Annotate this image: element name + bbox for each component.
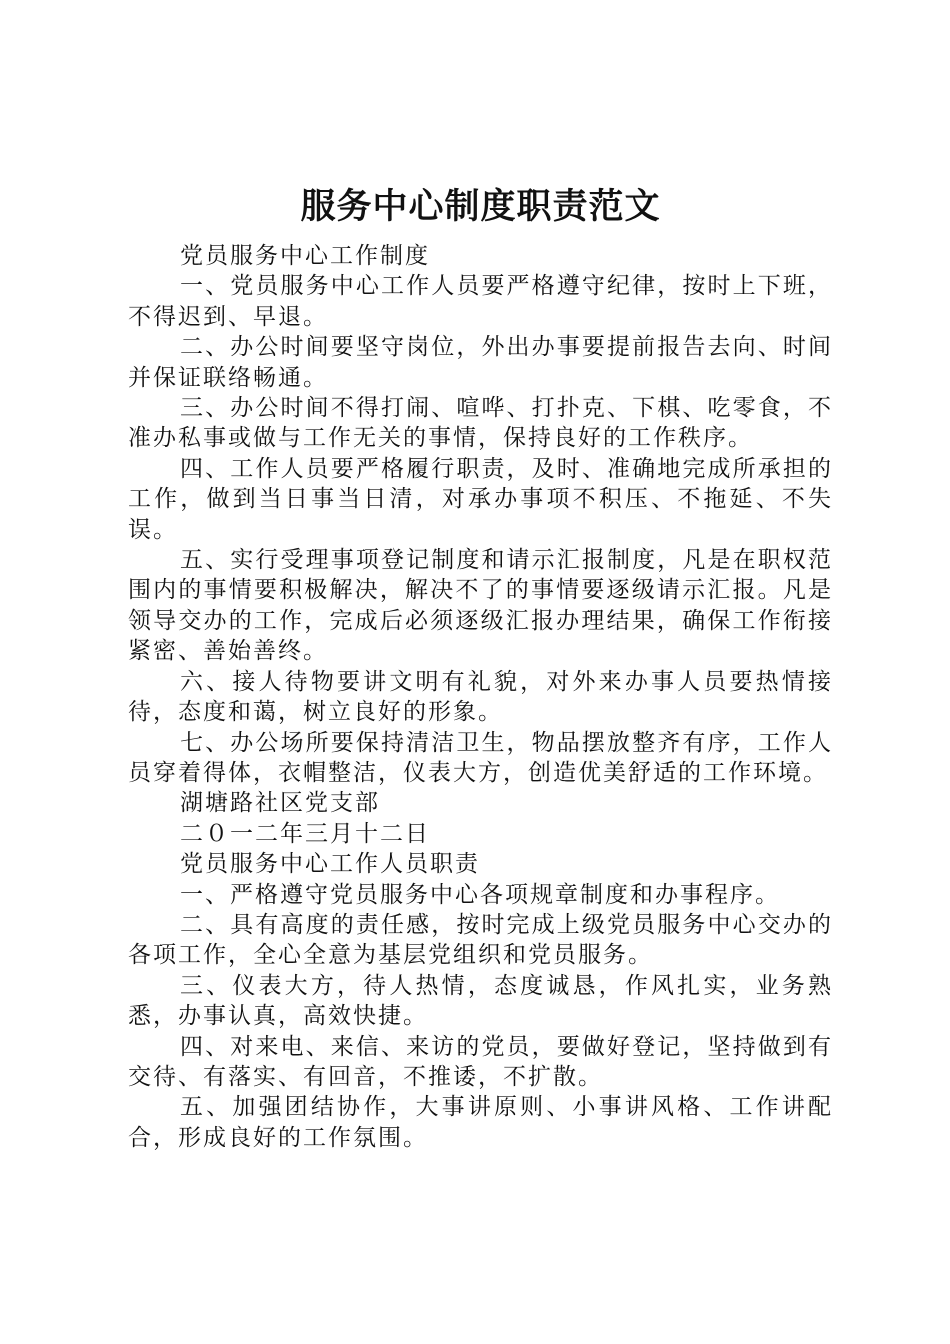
paragraph-system-1: 一、党员服务中心工作人员要严格遵守纪律，按时上下班，不得迟到、早退。 xyxy=(128,273,833,330)
document-page xyxy=(128,183,833,1153)
paragraph-duties-2: 二、具有高度的责任感，按时完成上级党员服务中心交办的各项工作，全心全意为基层党组织和党员服务。 xyxy=(128,911,833,969)
paragraph-system-5: 五、实行受理事项登记制度和请示汇报制度，凡是在职权范围内的事情要积极解决，解决不了的事情要逐级请示汇报。凡是领导交办的工作，完成后必须逐级汇报办理结果，确保工作衔接紧密、善始善终。 xyxy=(128,547,833,665)
paragraph-duties-5: 五、加强团结协作，大事讲原则、小事讲风格、工作讲配合，形成良好的工作氛围。 xyxy=(128,1094,833,1151)
paragraph-system-6: 六、接人待物要讲文明有礼貌，对外来办事人员要热情接待，态度和蔼，树立良好的形象。 xyxy=(128,668,833,726)
signature-date: 二０一二年三月十二日 xyxy=(180,820,430,847)
paragraph-duties-heading: 党员服务中心工作人员职责 xyxy=(180,851,480,878)
paragraph-system-heading: 党员服务中心工作制度 xyxy=(180,243,430,269)
paragraph-system-4: 四、工作人员要严格履行职责，及时、准确地完成所承担的工作，做到当日事当日清，对承办事项不积压、不拖延、不失误。 xyxy=(128,455,833,543)
signature-organization: 湖塘路社区党支部 xyxy=(180,790,380,817)
paragraph-duties-1: 一、严格遵守党员服务中心各项规章制度和办事程序。 xyxy=(180,881,780,908)
document-title: 服务中心制度职责范文 xyxy=(300,187,661,227)
paragraph-duties-3: 三、仪表大方，待人热情，态度诚恳，作风扎实，业务熟悉，办事认真，高效快捷。 xyxy=(128,972,833,1030)
paragraph-system-3: 三、办公时间不得打闹、喧哗、打扑克、下棋、吃零食，不准办私事或做与工作无关的事情，保持良好的工作秩序。 xyxy=(128,395,833,452)
paragraph-system-2: 二、办公时间要坚守岗位，外出办事要提前报告去向、时间并保证联络畅通。 xyxy=(128,334,833,391)
paragraph-system-7: 七、办公场所要保持清洁卫生，物品摆放整齐有序，工作人员穿着得体，衣帽整洁，仪表大方，创造优美舒适的工作环境。 xyxy=(128,729,833,786)
paragraph-duties-4: 四、对来电、来信、来访的党员，要做好登记，坚持做到有交待、有落实、有回音，不推诿，不扩散。 xyxy=(128,1033,833,1090)
